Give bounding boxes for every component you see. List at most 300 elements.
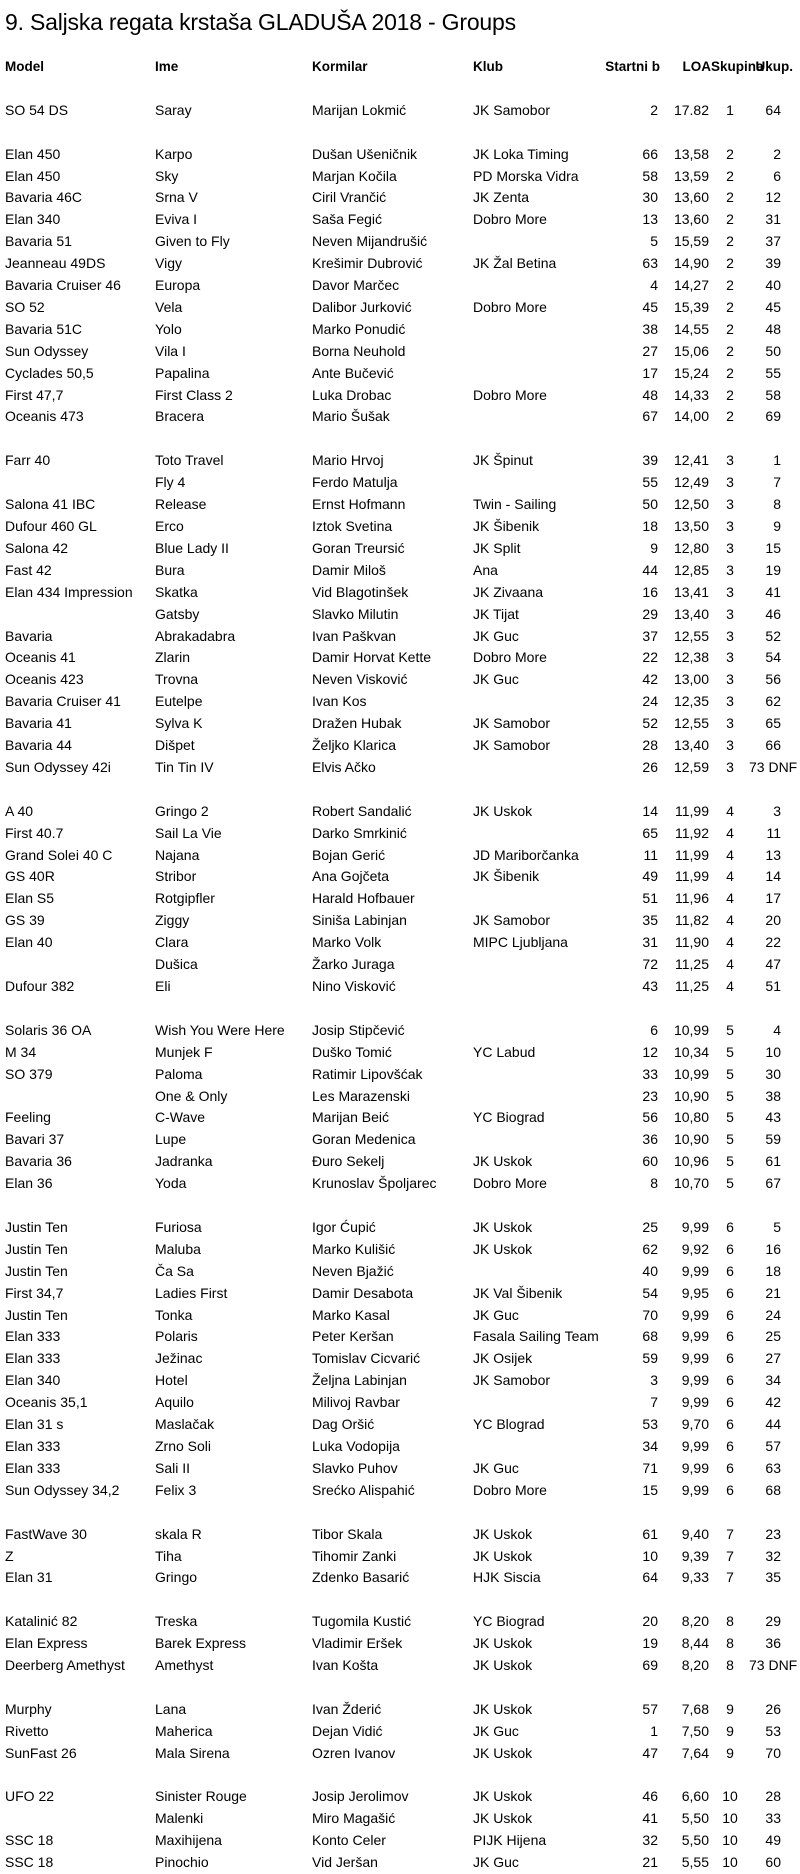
cell-ime: Felix 3 (155, 1481, 197, 1498)
cell-loa: 9,99 (681, 1328, 709, 1345)
cell-kormilar: Krešimir Dubrović (312, 255, 423, 272)
cell-ukupno: 32 (765, 1547, 781, 1564)
cell-kormilar: Zdenko Basarić (312, 1569, 410, 1586)
cell-kormilar: Davor Marčec (312, 277, 400, 294)
cell-kormilar: Borna Neuhold (312, 342, 406, 359)
cell-ukupno: 67 (765, 1175, 781, 1192)
cell-ime: Eli (155, 978, 171, 994)
cell-loa: 14,33 (673, 386, 709, 403)
table-row (5, 1721, 795, 1743)
group-spacer (5, 428, 795, 450)
cell-ukupno: 62 (765, 693, 781, 710)
cell-ime: Barek Express (155, 1635, 247, 1652)
cell-startni-broj: 8 (650, 1175, 658, 1192)
cell-loa: 9,99 (681, 1262, 709, 1279)
cell-klub: JK Žal Betina (473, 255, 557, 272)
table-row (5, 494, 795, 516)
table-row (5, 297, 795, 319)
cell-model: Bavaria 44 (5, 737, 72, 754)
cell-loa: 12,80 (673, 539, 709, 556)
cell-loa: 12,55 (673, 627, 709, 644)
cell-model: Oceanis 423 (5, 671, 84, 688)
group-spacer-cell (5, 1502, 795, 1524)
cell-startni-broj: 64 (642, 1569, 658, 1586)
cell-startni-broj: 29 (642, 605, 658, 622)
cell-ime: Rotgipfler (155, 890, 215, 907)
cell-model: Solaris 36 OA (5, 1021, 92, 1038)
cell-model (5, 954, 155, 976)
cell-kormilar: Siniša Labinjan (312, 912, 407, 929)
cell-ime: First Class 2 (155, 386, 233, 403)
cell-ime: Yolo (155, 320, 182, 337)
cell-model: First 40.7 (5, 824, 64, 841)
cell-klub (473, 888, 585, 910)
cell-skupina: 4 (726, 868, 734, 885)
cell-ukupno: 36 (765, 1635, 781, 1652)
cell-startni-broj: 9 (650, 539, 658, 556)
cell-klub (473, 1020, 585, 1042)
cell-skupina: 8 (726, 1635, 734, 1652)
cell-skupina: 10 (722, 1810, 738, 1827)
cell-kormilar: Ivan Žderić (312, 1700, 382, 1717)
cell-klub (473, 341, 585, 363)
cell-loa: 10,99 (673, 1065, 709, 1082)
cell-klub: JK Loka Timing (473, 145, 569, 162)
cell-loa: 11,99 (675, 846, 709, 863)
cell-ukupno: 27 (765, 1350, 781, 1367)
cell-skupina: 3 (726, 496, 734, 513)
cell-startni-broj: 26 (642, 758, 658, 775)
cell-model: Katalinić 82 (5, 1613, 78, 1630)
cell-ime: Ziggy (155, 912, 190, 929)
cell-kormilar: Slavko Milutin (312, 605, 399, 622)
cell-model: Grand Solei 40 C (5, 846, 113, 863)
cell-model: Farr 40 (5, 452, 51, 469)
cell-model: Oceanis 41 (5, 649, 76, 666)
cell-loa: 13,50 (673, 517, 709, 534)
cell-loa: 10,80 (673, 1109, 709, 1126)
cell-ime: Malenki (155, 1810, 204, 1827)
cell-ime: Gatsby (155, 605, 200, 622)
cell-loa: 13,60 (673, 189, 709, 206)
cell-skupina: 3 (726, 715, 734, 732)
cell-model: Z (5, 1547, 14, 1564)
cell-klub: Ana (473, 561, 498, 578)
cell-model: Feeling (5, 1109, 51, 1126)
group-spacer (5, 998, 795, 1020)
table-row (5, 910, 795, 932)
cell-kormilar: Ivan Košta (312, 1657, 379, 1674)
cell-loa: 9,99 (681, 1481, 709, 1498)
cell-ukupno: 3 (773, 802, 781, 819)
cell-model: Elan 333 (5, 1350, 61, 1367)
cell-startni-broj: 53 (642, 1416, 658, 1433)
table-row (5, 647, 795, 669)
cell-kormilar: Mario Šušak (312, 408, 390, 425)
cell-startni-broj: 39 (642, 452, 658, 469)
cell-ime: Lana (155, 1700, 187, 1717)
group-spacer (5, 78, 795, 100)
cell-loa: 8,20 (681, 1657, 709, 1674)
cell-ukupno: 52 (765, 627, 781, 644)
cell-startni-broj: 57 (642, 1700, 658, 1717)
cell-startni-broj: 65 (642, 824, 658, 841)
cell-klub: YC Biograd (473, 1109, 545, 1126)
cell-skupina: 4 (726, 890, 734, 907)
cell-model: Sun Odyssey 42i (5, 758, 111, 775)
cell-klub: JK Samobor (473, 101, 551, 118)
cell-loa: 9,33 (681, 1569, 709, 1586)
cell-skupina: 3 (726, 693, 734, 710)
cell-model: Elan S5 (5, 890, 55, 907)
cell-ukupno: 16 (765, 1240, 781, 1257)
table-row (5, 209, 795, 231)
group-spacer-cell (5, 428, 795, 450)
table-row (5, 1370, 795, 1392)
cell-model: Murphy (5, 1700, 52, 1717)
cell-model: Cyclades 50,5 (5, 364, 94, 381)
cell-loa: 11,82 (675, 912, 709, 929)
cell-startni-broj: 71 (642, 1459, 658, 1476)
cell-klub (473, 1392, 585, 1414)
cell-kormilar: Marijan Beić (312, 1109, 390, 1126)
header-model: Model (5, 59, 44, 74)
cell-model (5, 1808, 155, 1830)
cell-ime: Vela (155, 298, 183, 315)
cell-kormilar: Peter Keršan (312, 1328, 394, 1345)
cell-loa: 12,59 (673, 758, 709, 775)
cell-ime: C-Wave (155, 1109, 206, 1126)
cell-skupina: 5 (726, 1065, 734, 1082)
cell-klub (473, 319, 585, 341)
cell-klub: Dobro More (473, 211, 547, 228)
cell-klub (473, 823, 585, 845)
cell-kormilar: Damir Miloš (312, 561, 386, 578)
header-klub: Klub (473, 59, 503, 74)
cell-skupina: 3 (726, 671, 734, 688)
cell-ukupno: 50 (765, 342, 781, 359)
cell-model (5, 472, 155, 494)
cell-startni-broj: 41 (642, 1810, 658, 1827)
cell-ukupno: 49 (765, 1832, 781, 1849)
cell-ukupno: 5 (773, 1218, 781, 1235)
cell-ukupno: 55 (765, 364, 781, 381)
cell-loa: 14,27 (673, 277, 709, 294)
table-row (5, 1086, 795, 1108)
cell-skupina: 8 (726, 1657, 734, 1674)
cell-ukupno: 20 (765, 912, 781, 929)
cell-model: SO 379 (5, 1065, 53, 1082)
cell-model: Elan 340 (5, 1372, 61, 1389)
cell-model: Rivetto (5, 1722, 49, 1739)
cell-skupina: 6 (726, 1218, 734, 1235)
cell-startni-broj: 32 (642, 1832, 658, 1849)
group-spacer-cell (5, 1765, 795, 1787)
cell-loa: 9,99 (681, 1438, 709, 1454)
cell-skupina: 5 (726, 1021, 734, 1038)
group-spacer-cell (5, 1677, 795, 1699)
cell-klub: JK Guc (473, 671, 519, 688)
cell-kormilar: Ferdo Matulja (312, 474, 398, 491)
cell-startni-broj: 30 (642, 189, 658, 206)
cell-ukupno: 37 (765, 233, 781, 250)
cell-skupina: 3 (726, 517, 734, 534)
cell-ukupno: 31 (765, 211, 781, 228)
table-row (5, 823, 795, 845)
cell-ukupno: 45 (765, 298, 781, 315)
cell-model: Bavaria 51 (5, 233, 72, 250)
table-row (5, 253, 795, 275)
cell-loa: 7,50 (681, 1722, 709, 1739)
cell-loa: 9,99 (681, 1459, 709, 1476)
cell-klub (473, 954, 585, 976)
cell-loa: 14,00 (673, 408, 709, 425)
cell-kormilar: Elvis Ačko (312, 758, 376, 775)
cell-ukupno: 6 (773, 167, 781, 184)
table-row (5, 604, 795, 626)
cell-loa: 13,59 (673, 167, 709, 184)
cell-ime: Eviva I (155, 211, 198, 228)
cell-ukupno: 12 (765, 189, 781, 206)
cell-startni-broj: 54 (642, 1284, 658, 1301)
cell-loa: 11,99 (675, 802, 709, 819)
cell-kormilar: Ivan Kos (312, 693, 367, 710)
cell-skupina: 5 (726, 1175, 734, 1192)
header-ime: Ime (155, 59, 179, 74)
cell-ime: Saray (155, 101, 192, 118)
cell-klub: YC Biograd (473, 1613, 545, 1630)
cell-ukupno: 2 (773, 145, 781, 162)
header-loa: LOA (682, 59, 711, 74)
cell-ime: skala R (155, 1525, 202, 1542)
cell-skupina: 4 (726, 846, 734, 863)
table-row (5, 516, 795, 538)
cell-kormilar: Vid Jeršan (312, 1854, 378, 1871)
cell-klub (473, 976, 585, 998)
cell-klub: HJK Siscia (473, 1569, 541, 1586)
cell-skupina: 3 (726, 737, 734, 754)
cell-ukupno: 28 (765, 1788, 781, 1805)
cell-ime: Sky (155, 167, 179, 184)
cell-loa: 17.82 (673, 101, 709, 118)
table-row (5, 450, 795, 472)
cell-startni-broj: 14 (642, 802, 658, 819)
cell-model: SSC 18 (5, 1854, 54, 1871)
cell-ime: Abrakadabra (155, 627, 236, 644)
table-row (5, 1217, 795, 1239)
cell-model: Bavaria 41 (5, 715, 72, 732)
cell-skupina: 2 (726, 277, 734, 294)
cell-ukupno: 51 (765, 978, 781, 994)
cell-ime: Jadranka (155, 1153, 213, 1170)
cell-model: Bavaria Cruiser 46 (5, 277, 121, 294)
cell-startni-broj: 44 (642, 561, 658, 578)
cell-model: Elan 333 (5, 1438, 61, 1454)
cell-skupina: 6 (726, 1240, 734, 1257)
cell-klub: JK Šibenik (473, 868, 540, 885)
cell-model: Bavaria 46C (5, 189, 83, 206)
cell-klub (473, 1261, 585, 1283)
cell-ukupno: 58 (765, 386, 781, 403)
cell-klub: JK Val Šibenik (473, 1284, 563, 1301)
table-row (5, 1436, 795, 1458)
cell-skupina: 6 (726, 1459, 734, 1476)
cell-kormilar: Nino Visković (312, 978, 396, 994)
cell-ime: Srna V (155, 189, 198, 206)
table-row (5, 626, 795, 648)
cell-startni-broj: 35 (642, 912, 658, 929)
cell-ime: Eutelpe (155, 693, 203, 710)
table-row (5, 888, 795, 910)
cell-model: Dufour 382 (5, 978, 75, 994)
cell-klub: JK Uskok (473, 1788, 533, 1805)
cell-ukupno: 69 (765, 408, 781, 425)
cell-startni-broj: 33 (642, 1065, 658, 1082)
group-spacer (5, 779, 795, 801)
cell-model: Elan 40 (5, 934, 53, 951)
cell-kormilar: Neven Bjažić (312, 1262, 394, 1279)
cell-loa: 9,99 (681, 1218, 709, 1235)
cell-ime: Zlarin (155, 649, 191, 666)
cell-kormilar: Konto Celer (312, 1832, 386, 1849)
cell-loa: 13,00 (673, 671, 709, 688)
cell-ukupno: 38 (765, 1087, 781, 1104)
cell-ime: Wish You Were Here (155, 1021, 285, 1038)
cell-model: FastWave 30 (5, 1525, 87, 1542)
cell-ukupno: 11 (766, 824, 781, 841)
cell-loa: 8,44 (681, 1635, 709, 1652)
page-title: 9. Saljska regata krstaša GLADUŠA 2018 - Groups (5, 9, 516, 35)
cell-model: SO 52 (5, 298, 45, 315)
cell-model: SO 54 DS (5, 101, 69, 118)
cell-klub: JK Uskok (473, 1240, 533, 1257)
cell-klub: JK Uskok (473, 1525, 533, 1542)
cell-loa: 5,50 (681, 1832, 709, 1849)
cell-startni-broj: 4 (650, 277, 658, 294)
header-startni-broj: Startni b (605, 59, 660, 74)
cell-kormilar: Mario Hrvoj (312, 452, 384, 469)
cell-ime: Zrno Soli (155, 1438, 212, 1454)
cell-ime: Fly 4 (155, 474, 186, 491)
cell-ime: Tiha (155, 1547, 182, 1564)
table-row (5, 1546, 795, 1568)
table-row (5, 669, 795, 691)
cell-klub: JK Zivaana (473, 583, 544, 600)
table-row (5, 275, 795, 297)
cell-ime: Blue Lady II (155, 539, 229, 556)
cell-ukupno: 39 (765, 255, 781, 272)
group-spacer (5, 1195, 795, 1217)
cell-loa: 10,99 (673, 1021, 709, 1038)
cell-ukupno: 63 (765, 1459, 781, 1476)
cell-startni-broj: 56 (642, 1109, 658, 1126)
cell-ukupno: 7 (773, 474, 781, 491)
cell-startni-broj: 34 (642, 1438, 658, 1454)
cell-klub: JK Samobor (473, 737, 551, 754)
table-row (5, 538, 795, 560)
cell-ime: Bracera (155, 408, 205, 425)
cell-loa: 12,38 (673, 649, 709, 666)
cell-ime: Toto Travel (155, 452, 224, 469)
cell-skupina: 8 (726, 1613, 734, 1630)
table-row (5, 1830, 795, 1852)
cell-skupina: 6 (726, 1481, 734, 1498)
cell-kormilar: Saša Fegić (312, 211, 383, 228)
cell-startni-broj: 38 (642, 320, 658, 337)
cell-klub (473, 1436, 585, 1458)
cell-loa: 5,55 (681, 1854, 709, 1871)
cell-startni-broj: 67 (642, 408, 658, 425)
table-row (5, 1173, 795, 1195)
group-spacer-cell (5, 1195, 795, 1217)
table-row (5, 713, 795, 735)
table-row (5, 1129, 795, 1151)
cell-kormilar: Tugomila Kustić (312, 1613, 412, 1630)
cell-klub: JK Osijek (473, 1350, 533, 1367)
cell-startni-broj: 27 (642, 342, 658, 359)
cell-klub: JK Uskok (473, 1744, 533, 1761)
cell-startni-broj: 7 (650, 1394, 658, 1411)
cell-startni-broj: 63 (642, 255, 658, 272)
cell-skupina: 5 (726, 1087, 734, 1104)
cell-model: Elan 31 (5, 1569, 53, 1586)
cell-klub: Dobro More (473, 386, 547, 403)
cell-ime: Vigy (155, 255, 182, 272)
cell-loa: 9,92 (681, 1240, 709, 1257)
cell-model: Deerberg Amethyst (5, 1657, 125, 1674)
cell-ime: Release (155, 496, 207, 513)
table-row (5, 1808, 795, 1830)
cell-skupina: 4 (726, 912, 734, 929)
group-spacer (5, 122, 795, 144)
cell-loa: 15,39 (673, 298, 709, 315)
cell-klub: JK Guc (473, 1722, 519, 1739)
cell-ime: Europa (155, 277, 201, 294)
cell-ukupno: 70 (765, 1744, 781, 1761)
cell-klub: JK Špinut (473, 452, 533, 469)
cell-loa: 11,99 (675, 868, 709, 885)
cell-loa: 9,99 (681, 1350, 709, 1367)
table-row (5, 406, 795, 428)
cell-ukupno: 61 (765, 1153, 781, 1170)
cell-skupina: 6 (726, 1328, 734, 1345)
cell-ukupno: 8 (773, 496, 781, 513)
cell-kormilar: Tomislav Cicvarić (312, 1350, 421, 1367)
cell-skupina: 10 (722, 1854, 738, 1871)
cell-klub: YC Blograd (473, 1416, 545, 1433)
cell-startni-broj: 12 (642, 1043, 658, 1060)
group-spacer-cell (5, 998, 795, 1020)
cell-model: SSC 18 (5, 1832, 54, 1849)
cell-startni-broj: 45 (642, 298, 658, 315)
results-body (5, 78, 798, 1874)
cell-kormilar: Miro Magašić (312, 1810, 396, 1827)
cell-ime: Skatka (155, 583, 198, 600)
cell-loa: 13,40 (673, 737, 709, 754)
cell-ukupno: 56 (765, 671, 781, 688)
cell-loa: 9,40 (681, 1525, 709, 1542)
table-row (5, 691, 795, 713)
cell-ime: Ča Sa (155, 1262, 194, 1279)
cell-startni-broj: 25 (642, 1218, 658, 1235)
cell-kormilar: Igor Ćupić (312, 1218, 376, 1235)
cell-ime: Aquilo (155, 1394, 194, 1411)
cell-ukupno: 25 (765, 1328, 781, 1345)
cell-klub: JK Guc (473, 1854, 519, 1871)
cell-ime: Amethyst (155, 1657, 214, 1674)
cell-klub (473, 363, 585, 385)
cell-klub (473, 1129, 585, 1151)
